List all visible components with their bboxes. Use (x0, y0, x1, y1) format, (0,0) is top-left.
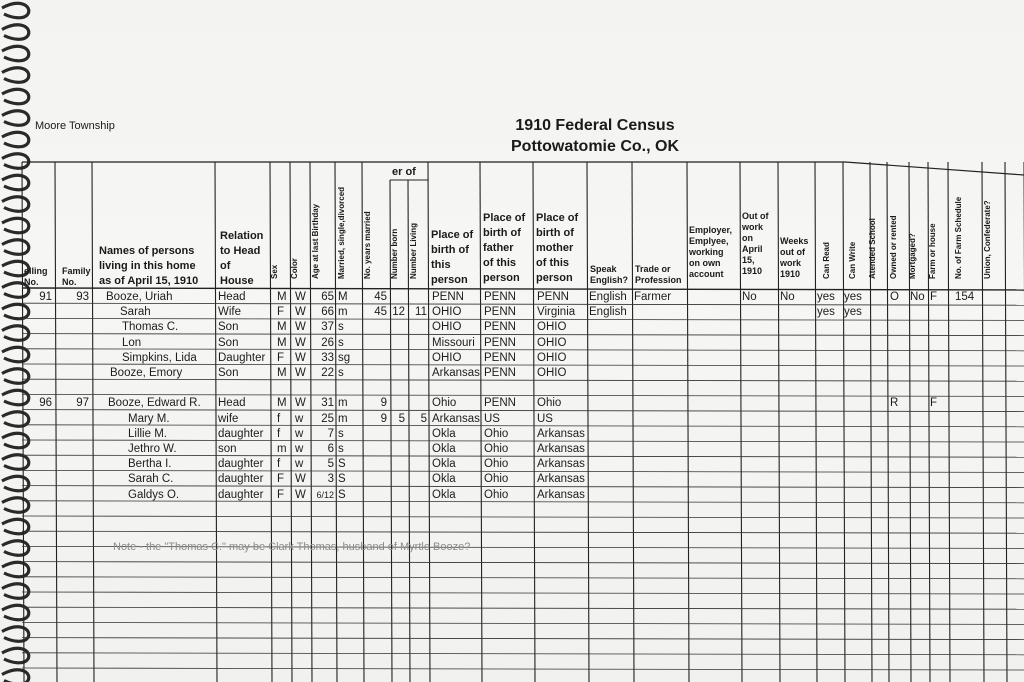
cell-sex: m (277, 443, 287, 455)
cell-sex: M (277, 291, 287, 303)
header-union-confederate: Union, Confederate? (983, 200, 992, 279)
cell-bp: Arkansas (432, 367, 480, 379)
cell-owned: R (890, 397, 899, 410)
cell-age: 6 (327, 443, 334, 455)
cell-relation: daughter (218, 458, 264, 471)
cell-name: Bertha I. (128, 458, 172, 471)
cell-sex: M (277, 397, 287, 410)
grid-line (22, 638, 1024, 640)
cell-mp: US (537, 412, 553, 425)
cell-relation: Daughter (218, 351, 266, 364)
cell-relation: Son (218, 336, 239, 349)
cell-owned: O (890, 291, 899, 303)
cell-age: 31 (321, 397, 334, 410)
cell-color: w (295, 412, 304, 425)
cell-write: yes (844, 306, 862, 319)
cell-sex: F (277, 473, 285, 486)
cell-age: 7 (327, 427, 334, 440)
cell-bp: Ohio (432, 397, 457, 410)
cell-name: Galdys O. (128, 488, 180, 501)
cell-name: Thomas C. (122, 321, 179, 334)
header-birth-mother: Place of birth of mother of this person (536, 212, 579, 284)
cell-mp: Arkansas (537, 473, 585, 486)
grid-line (22, 592, 1024, 594)
cell-age: 33 (321, 351, 334, 364)
cell-name: Sarah C. (128, 473, 174, 486)
header-color: Color (290, 258, 299, 279)
cell-age: 3 (327, 473, 334, 486)
grid-line (22, 531, 1024, 533)
cell-mp: Ohio (537, 397, 562, 410)
cell-bp: Okla (432, 443, 456, 455)
header-married: Married, single,divorced (337, 186, 346, 279)
cell-years: 9 (380, 412, 387, 425)
cell-color: W (295, 321, 306, 334)
header-out-of-work: Out of work on April 15, 1910 (742, 211, 769, 276)
cell-sex: M (277, 336, 287, 349)
cell-relation: wife (218, 412, 239, 425)
header-years-married: No. years married (363, 211, 372, 279)
cell-bp: Okla (432, 488, 456, 501)
cell-years: 45 (374, 306, 387, 319)
cell-color: W (295, 367, 306, 379)
header-dwelling: elling No. (24, 266, 48, 287)
census-title-line: 1910 Federal Census (515, 117, 675, 134)
cell-married: S (338, 458, 346, 471)
cell-living: 5 (420, 412, 427, 425)
cell-mp: OHIO (537, 321, 567, 334)
cell-farm: F (930, 397, 938, 410)
cell-name: Booze, Uriah (106, 291, 173, 303)
cell-married: m (338, 397, 348, 410)
header-mortgaged: Mortgaged? (908, 233, 917, 279)
grid-line (22, 562, 1024, 564)
cell-sex: f (277, 458, 281, 471)
cell-color: W (295, 397, 306, 410)
cell-bp: OHIO (432, 321, 462, 334)
header-names: Names of persons living in this home as of April 15, 1910 (99, 245, 199, 287)
cell-name: Booze, Edward R. (108, 397, 201, 410)
cell-age: 22 (321, 367, 334, 379)
cell-relation: Head (218, 291, 246, 303)
grid-line (22, 622, 1024, 624)
header-sex: Sex (270, 264, 279, 279)
cell-name: Simpkins, Lida (122, 351, 197, 364)
cell-name: Mary M. (128, 412, 170, 425)
header-age: Age at last Birthday (311, 203, 320, 279)
cell-married: s (338, 336, 344, 349)
cell-sex: F (277, 351, 285, 364)
cell-bp: OHIO (432, 306, 462, 319)
cell-relation: Son (218, 321, 239, 334)
grid-line (845, 162, 1024, 175)
cell-fp: US (484, 412, 500, 425)
cell-mp: Virginia (537, 306, 576, 319)
header-trade: Trade or Profession (635, 264, 682, 285)
cell-read: yes (817, 291, 835, 303)
cell-relation: son (218, 443, 237, 455)
cell-years: 9 (380, 397, 387, 410)
cell-sex: M (277, 367, 287, 379)
header-birth-person: Place of birth of this person (431, 229, 474, 286)
cell-color: w (295, 443, 304, 455)
header-family: Family No. (62, 266, 91, 287)
grid-line (55, 162, 57, 682)
cell-born: 12 (392, 306, 405, 319)
census-subtitle-line: Pottowatomie Co., OK (511, 138, 679, 155)
cell-bp: Okla (432, 427, 456, 440)
header-birth-father: Place of birth of father of this person (483, 212, 526, 284)
cell-name: Sarah (120, 306, 151, 319)
cell-color: w (295, 458, 304, 471)
cell-name: Lillie M. (128, 427, 167, 440)
cell-bp: Okla (432, 473, 456, 486)
cell-age: 65 (321, 291, 334, 303)
cell-out: No (742, 291, 757, 303)
cell-fp: Ohio (484, 458, 509, 471)
header-can-write: Can Write (848, 241, 857, 279)
cell-mp: OHIO (537, 367, 567, 379)
cell-mp: Arkansas (537, 427, 585, 440)
grid-line (632, 162, 634, 682)
cell-married: S (338, 488, 346, 501)
cell-married: m (338, 306, 348, 319)
header-farm-schedule: No. of Farm Schedule (954, 196, 963, 279)
header-number-of: er of (392, 166, 416, 178)
cell-bp: Arkansas (432, 412, 480, 425)
grid-line (1005, 162, 1007, 682)
cell-age: 25 (321, 412, 334, 425)
cell-age: 37 (321, 321, 334, 334)
header-number-living: Number Living (409, 222, 418, 279)
cell-mort: No (910, 291, 925, 303)
grid-line (22, 516, 1024, 518)
cell-relation: Son (218, 367, 239, 379)
cell-color: W (295, 488, 306, 501)
cell-mp: Arkansas (537, 458, 585, 471)
cell-mp: Arkansas (537, 443, 585, 455)
header-attended-school: Atended School (868, 218, 877, 279)
cell-married: m (338, 412, 348, 425)
cell-married: sg (338, 351, 351, 364)
cell-fp: PENN (484, 291, 516, 303)
cell-color: W (295, 336, 306, 349)
cell-mp: Arkansas (537, 488, 585, 501)
cell-color: W (295, 351, 306, 364)
cell-married: s (338, 321, 344, 334)
cell-years: 45 (374, 291, 387, 303)
cell-color: W (295, 473, 306, 486)
cell-age: 5 (327, 458, 334, 471)
cell-family: 97 (76, 397, 89, 410)
cell-family: 93 (76, 291, 89, 303)
header-relation: Relation to Head of House (220, 230, 264, 287)
cell-fp: PENN (484, 351, 516, 364)
cell-mp: OHIO (537, 351, 567, 364)
cell-fp: Ohio (484, 443, 509, 455)
cell-color: W (295, 306, 306, 319)
cell-english: English (589, 291, 627, 303)
cell-read: yes (817, 306, 835, 319)
grid-line (22, 668, 1024, 670)
header-can-read: Can Read (822, 242, 831, 279)
cell-weeks: No (780, 291, 795, 303)
cell-fp: PENN (484, 321, 516, 334)
cell-fp: PENN (484, 367, 516, 379)
cell-fp: Ohio (484, 488, 509, 501)
cell-born: 5 (398, 412, 405, 425)
cell-age: 66 (321, 306, 334, 319)
header-weeks-out: Weeks out of work 1910 (780, 236, 809, 279)
cell-fp: Ohio (484, 427, 509, 440)
grid-line (22, 162, 24, 682)
cell-dwelling: 91 (39, 291, 52, 303)
cell-bp: OHIO (432, 351, 462, 364)
footnote: Note - the "Thomas C." may be Clark Thomas, husband of Myrtle Booze? (113, 541, 471, 553)
cell-relation: daughter (218, 473, 264, 486)
grid-line (428, 162, 430, 682)
header-owned-rented: Owned or rented (889, 215, 898, 279)
cell-fp: PENN (484, 397, 516, 410)
header-farm-house: Farm or house (928, 223, 937, 279)
cell-fp: Ohio (484, 473, 509, 486)
grid-line (843, 162, 845, 682)
cell-relation: daughter (218, 427, 264, 440)
cell-sex: f (277, 427, 281, 440)
cell-relation: Wife (218, 306, 241, 319)
header-employer: Employer, Emplyee, working on own account (689, 225, 733, 279)
cell-married: s (338, 367, 344, 379)
cell-color: w (295, 427, 304, 440)
cell-mp: OHIO (537, 336, 567, 349)
cell-dwelling: 96 (39, 397, 52, 410)
cell-trade: Farmer (634, 291, 672, 303)
header-number-born: Number born (390, 228, 399, 279)
township-label: Moore Township (35, 120, 115, 132)
cell-living: 11 (415, 306, 427, 319)
cell-sex: M (277, 321, 287, 334)
cell-mp: PENN (537, 291, 569, 303)
cell-sched: 154 (955, 291, 975, 303)
cell-fp: PENN (484, 306, 516, 319)
grid-line (22, 425, 1024, 427)
cell-married: s (338, 427, 344, 440)
cell-sex: F (277, 306, 285, 319)
grid-line (948, 162, 950, 682)
grid-line (22, 577, 1024, 579)
cell-age: 6/12 (316, 489, 334, 500)
cell-married: s (338, 443, 344, 455)
cell-color: W (295, 291, 306, 303)
cell-married: S (338, 473, 346, 486)
grid-line (92, 162, 94, 682)
grid-line (270, 162, 272, 682)
cell-name: Booze, Emory (110, 367, 183, 379)
cell-relation: daughter (218, 488, 264, 501)
cell-married: M (338, 291, 348, 303)
cell-english: English (589, 306, 627, 319)
cell-sex: f (277, 412, 281, 425)
cell-name: Lon (122, 336, 142, 349)
grid-line (290, 162, 292, 682)
cell-sex: F (277, 488, 285, 501)
cell-age: 26 (321, 336, 334, 349)
cell-bp: Okla (432, 458, 456, 471)
header-speak-english: Speak English? (590, 264, 628, 285)
cell-farm: F (930, 291, 938, 303)
grid-line (215, 162, 217, 682)
cell-write: yes (844, 291, 862, 303)
cell-fp: PENN (484, 336, 516, 349)
cell-relation: Head (218, 397, 246, 410)
cell-name: Jethro W. (128, 443, 177, 455)
cell-bp: PENN (432, 291, 464, 303)
grid-line (22, 607, 1024, 609)
grid-line (22, 653, 1024, 655)
cell-bp: Missouri (432, 336, 475, 349)
